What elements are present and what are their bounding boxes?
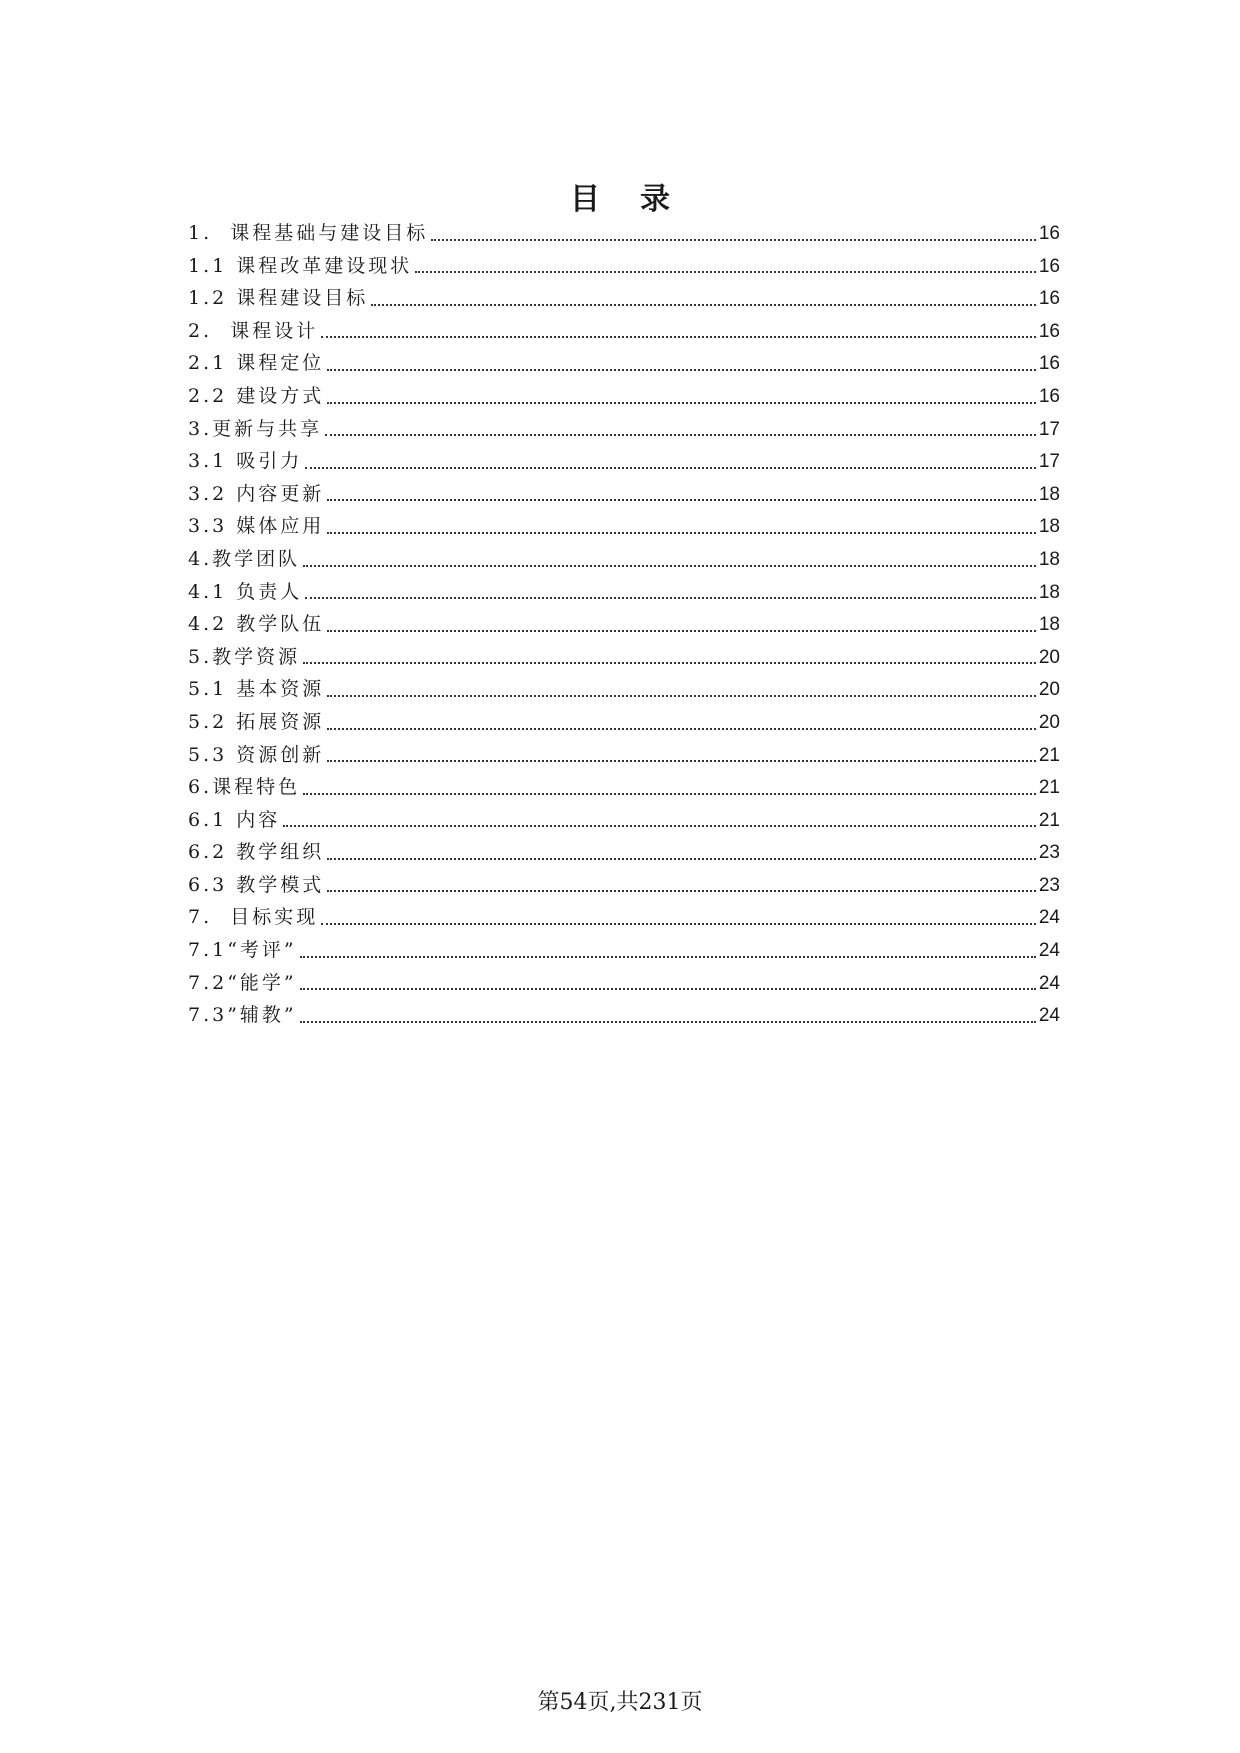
toc-entry-page-number: 24 xyxy=(1038,940,1060,962)
toc-entry-label: 5.2 拓展资源 xyxy=(188,710,325,733)
toc-entry-page-number: 17 xyxy=(1038,451,1060,473)
toc-entry-label: 7.1“考评” xyxy=(188,939,297,962)
toc-entry-page-number: 21 xyxy=(1038,744,1060,766)
toc-entry-label: 2. 课程设计 xyxy=(188,319,319,342)
toc-entry[interactable] xyxy=(188,836,1060,869)
toc-entry-page-number: 16 xyxy=(1038,353,1060,375)
toc-entry-page-number: 20 xyxy=(1038,679,1060,701)
toc-entry[interactable] xyxy=(188,282,1060,315)
toc-entry[interactable] xyxy=(188,999,1060,1032)
toc-entry-label: 1.1 课程改革建设现状 xyxy=(188,254,413,277)
toc-dot-leader xyxy=(431,239,1036,241)
toc-dot-leader xyxy=(300,1021,1036,1023)
toc-entry-label: 3.1 吸引力 xyxy=(188,450,303,473)
toc-entry-page-number: 20 xyxy=(1038,711,1060,733)
toc-entry-label: 6.课程特色 xyxy=(188,776,301,799)
toc-entry-label: 7.3”辅教” xyxy=(188,1004,297,1027)
toc-entry-page-number: 18 xyxy=(1038,581,1060,603)
toc-dot-leader xyxy=(321,336,1036,338)
toc-dot-leader xyxy=(327,760,1036,762)
toc-dot-leader xyxy=(305,467,1036,469)
toc-dot-leader xyxy=(327,630,1036,632)
toc-entry[interactable] xyxy=(188,347,1060,380)
toc-entry[interactable] xyxy=(188,576,1060,609)
toc-dot-leader xyxy=(300,956,1036,958)
table-of-contents xyxy=(188,217,1060,1032)
toc-entry[interactable] xyxy=(188,510,1060,543)
toc-dot-leader xyxy=(283,825,1036,827)
toc-entry-label: 2.1 课程定位 xyxy=(188,352,325,375)
toc-entry-label: 1. 课程基础与建设目标 xyxy=(188,222,429,244)
toc-entry-label: 5.1 基本资源 xyxy=(188,678,325,701)
toc-entry[interactable] xyxy=(188,413,1060,446)
page-footer: 第54页,共231页 xyxy=(537,1690,703,1715)
toc-dot-leader xyxy=(327,890,1036,892)
toc-entry-page-number: 16 xyxy=(1038,223,1060,244)
toc-dot-leader xyxy=(327,695,1036,697)
toc-entry-page-number: 18 xyxy=(1038,516,1060,538)
toc-dot-leader xyxy=(327,402,1036,404)
toc-entry[interactable] xyxy=(188,543,1060,576)
toc-entry-page-number: 23 xyxy=(1038,842,1060,864)
toc-entry-page-number: 24 xyxy=(1038,972,1060,994)
toc-dot-leader xyxy=(325,434,1036,436)
toc-dot-leader xyxy=(327,499,1036,501)
toc-entry[interactable] xyxy=(188,217,1060,250)
toc-entry[interactable] xyxy=(188,478,1060,511)
toc-entry-page-number: 17 xyxy=(1038,418,1060,440)
toc-entry[interactable] xyxy=(188,739,1060,772)
toc-dot-leader xyxy=(327,532,1036,534)
toc-entry[interactable] xyxy=(188,608,1060,641)
toc-dot-leader xyxy=(303,565,1036,567)
toc-entry-page-number: 23 xyxy=(1038,874,1060,896)
toc-entry[interactable] xyxy=(188,967,1060,1000)
toc-entry[interactable] xyxy=(188,380,1060,413)
toc-entry[interactable] xyxy=(188,771,1060,804)
toc-dot-leader xyxy=(305,597,1036,599)
toc-entry-page-number: 16 xyxy=(1038,255,1060,277)
toc-dot-leader xyxy=(371,304,1036,306)
toc-entry-label: 5.3 资源创新 xyxy=(188,743,325,766)
toc-entry-page-number: 24 xyxy=(1038,1005,1060,1027)
toc-dot-leader xyxy=(327,728,1036,730)
toc-entry-page-number: 16 xyxy=(1038,385,1060,407)
toc-entry[interactable] xyxy=(188,673,1060,706)
toc-entry-label: 6.2 教学组织 xyxy=(188,841,325,864)
toc-dot-leader xyxy=(321,923,1036,925)
toc-entry-page-number: 21 xyxy=(1038,777,1060,799)
toc-entry[interactable] xyxy=(188,250,1060,283)
toc-entry-label: 7. 目标实现 xyxy=(188,906,319,929)
toc-entry-label: 5.教学资源 xyxy=(188,645,301,668)
toc-entry[interactable] xyxy=(188,804,1060,837)
toc-entry-page-number: 18 xyxy=(1038,614,1060,636)
toc-dot-leader xyxy=(327,369,1036,371)
toc-entry-label: 7.2“能学” xyxy=(188,971,297,994)
toc-entry-page-number: 16 xyxy=(1038,320,1060,342)
toc-entry-page-number: 20 xyxy=(1038,646,1060,668)
toc-entry-label: 6.3 教学模式 xyxy=(188,873,325,896)
toc-entry-page-number: 21 xyxy=(1038,809,1060,831)
toc-entry-page-number: 18 xyxy=(1038,548,1060,570)
toc-dot-leader xyxy=(303,662,1036,664)
toc-entry-label: 4.1 负责人 xyxy=(188,580,303,603)
toc-entry-label: 3.3 媒体应用 xyxy=(188,515,325,538)
page-title: 目录 xyxy=(570,182,710,218)
toc-entry-label: 2.2 建设方式 xyxy=(188,384,325,407)
toc-entry-page-number: 16 xyxy=(1038,288,1060,310)
toc-dot-leader xyxy=(300,988,1036,990)
toc-dot-leader xyxy=(303,793,1036,795)
toc-entry[interactable] xyxy=(188,706,1060,739)
toc-entry-label: 6.1 内容 xyxy=(188,808,281,831)
toc-entry-label: 3.2 内容更新 xyxy=(188,482,325,505)
toc-dot-leader xyxy=(327,858,1036,860)
toc-entry[interactable] xyxy=(188,934,1060,967)
toc-entry-label: 3.更新与共享 xyxy=(188,417,323,440)
toc-entry-label: 4.2 教学队伍 xyxy=(188,613,325,636)
toc-entry[interactable] xyxy=(188,901,1060,934)
toc-entry-label: 1.2 课程建设目标 xyxy=(188,287,369,310)
toc-entry-page-number: 18 xyxy=(1038,483,1060,505)
toc-dot-leader xyxy=(415,271,1036,273)
toc-entry[interactable] xyxy=(188,315,1060,348)
toc-entry[interactable] xyxy=(188,445,1060,478)
toc-entry-page-number: 24 xyxy=(1038,907,1060,929)
toc-entry-label: 4.教学团队 xyxy=(188,547,301,570)
toc-entry[interactable] xyxy=(188,641,1060,674)
toc-entry[interactable] xyxy=(188,869,1060,902)
